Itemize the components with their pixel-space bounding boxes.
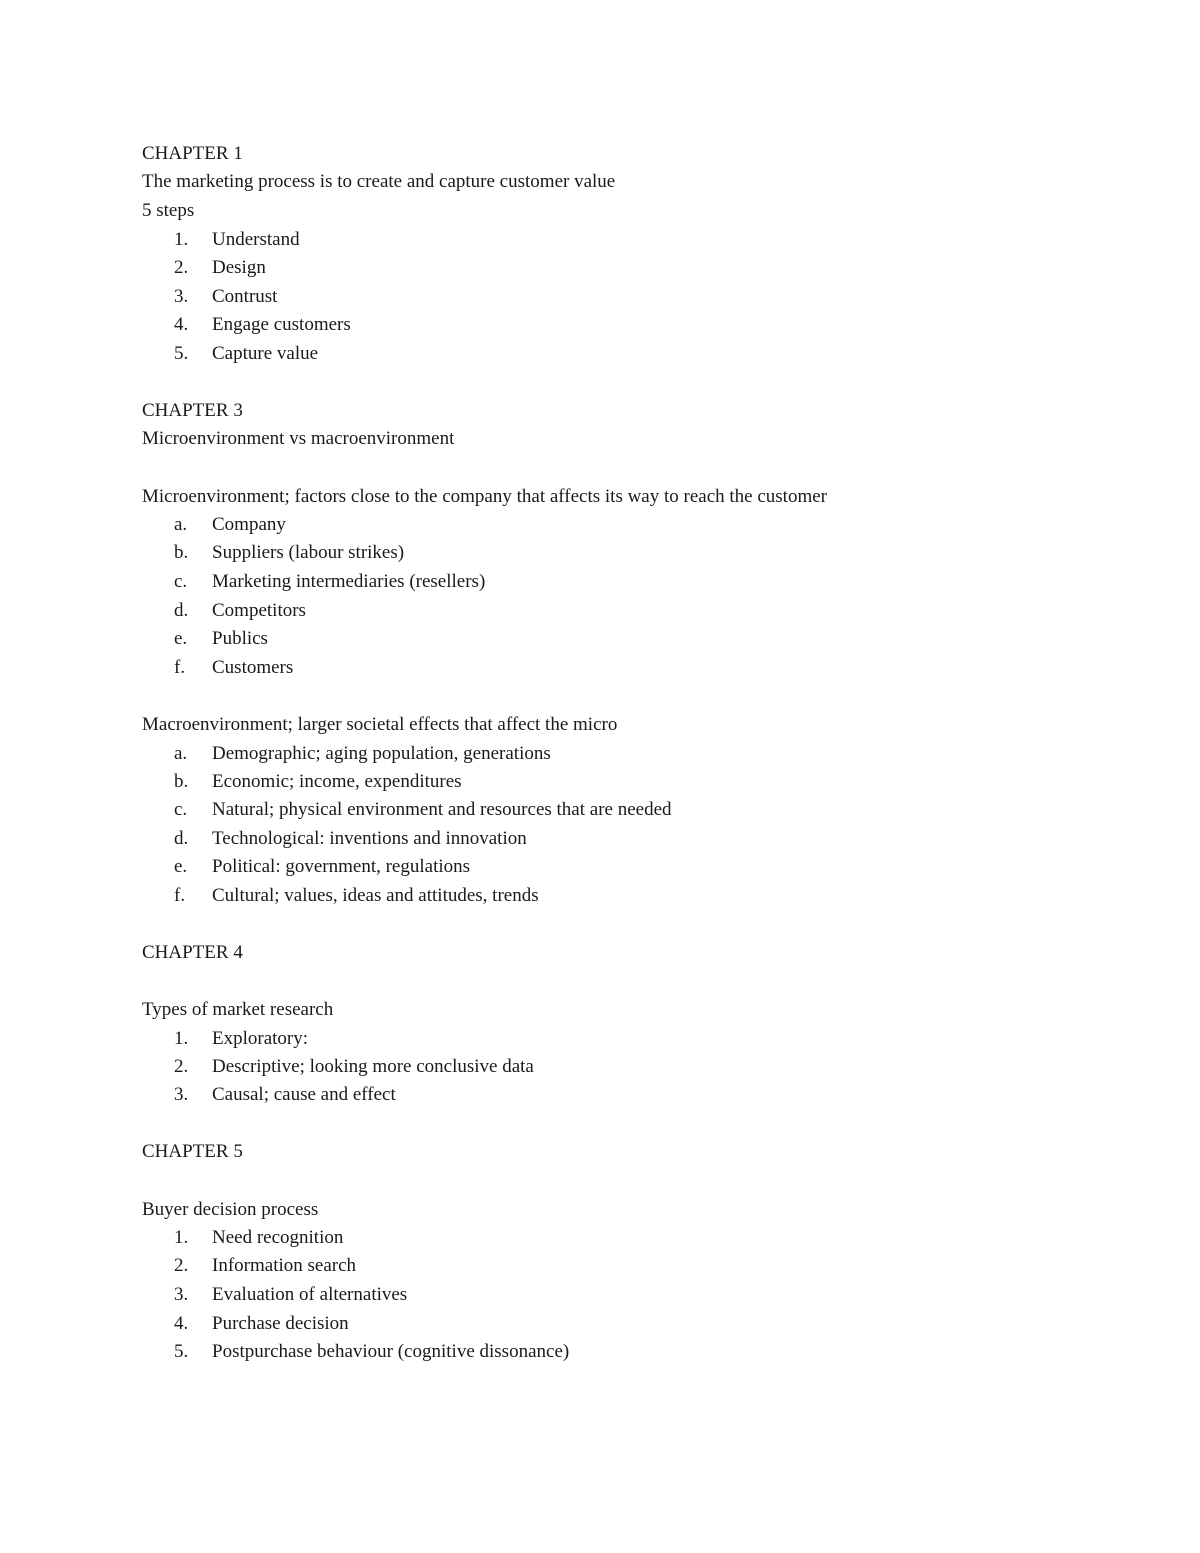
list-marker: a. [174, 514, 188, 535]
list-marker: 5. [174, 343, 189, 364]
list-item-text: Suppliers (labour strikes) [212, 542, 405, 563]
list-item [0, 1310, 900, 1338]
chapter-5-intro: Buyer decision process [142, 1199, 319, 1220]
list-item [0, 768, 900, 796]
microenvironment-title: Microenvironment; factors close to the company that affects its way to reach the customer [142, 486, 828, 507]
list-item-text: Design [212, 257, 266, 278]
list-item [0, 311, 900, 339]
list-marker: c. [174, 571, 188, 592]
list-marker: 2. [174, 1056, 189, 1077]
list-marker: 5. [174, 1341, 189, 1362]
list-item-text: Descriptive; looking more conclusive data [212, 1056, 534, 1077]
list-item-text: Postpurchase behaviour (cognitive dissonance) [212, 1341, 570, 1362]
list-item [0, 825, 900, 853]
list-item [0, 625, 900, 653]
list-item [0, 1053, 900, 1081]
list-item [0, 1252, 900, 1280]
list-marker: f. [174, 657, 186, 678]
chapter-5-heading: CHAPTER 5 [142, 1141, 243, 1162]
chapter-1-intro: The marketing process is to create and capture customer value [142, 171, 616, 192]
list-item [0, 340, 900, 368]
list-item-text: Competitors [212, 600, 306, 621]
chapter-4-intro: Types of market research [142, 999, 334, 1020]
list-item-text: Customers [212, 657, 294, 678]
list-item [0, 654, 900, 682]
list-item [0, 226, 900, 254]
list-marker: 4. [174, 1313, 189, 1334]
list-item [0, 882, 900, 910]
list-marker: 3. [174, 286, 189, 307]
chapter-3-heading: CHAPTER 3 [142, 400, 243, 421]
list-marker: d. [174, 828, 189, 849]
list-item-text: Engage customers [212, 314, 351, 335]
macroenvironment-title: Macroenvironment; larger societal effects that affect the micro [142, 714, 618, 735]
list-item-text: Economic; income, expenditures [212, 771, 462, 792]
list-marker: 2. [174, 257, 189, 278]
list-marker: 3. [174, 1084, 189, 1105]
chapter-3-intro: Microenvironment vs macroenvironment [142, 428, 455, 449]
list-item [0, 568, 900, 596]
list-marker: e. [174, 856, 188, 877]
list-item-text: Marketing intermediaries (resellers) [212, 571, 486, 592]
chapter-4-heading: CHAPTER 4 [142, 942, 243, 963]
list-marker: 1. [174, 1028, 189, 1049]
list-item [0, 1338, 900, 1366]
list-item [0, 740, 900, 768]
list-item-text: Capture value [212, 343, 319, 364]
list-item [0, 1224, 900, 1252]
list-item [0, 853, 900, 881]
list-item [0, 1081, 900, 1109]
list-marker: c. [174, 799, 188, 820]
list-marker: 1. [174, 1227, 189, 1248]
list-marker: d. [174, 600, 189, 621]
list-item-text: Need recognition [212, 1227, 344, 1248]
chapter-1-subheading: 5 steps [142, 200, 195, 221]
list-item [0, 1281, 900, 1309]
list-item [0, 796, 900, 824]
list-item-text: Technological: inventions and innovation [212, 828, 527, 849]
list-marker: f. [174, 885, 186, 906]
list-item [0, 254, 900, 282]
list-item-text: Demographic; aging population, generations [212, 743, 551, 764]
list-item [0, 511, 900, 539]
list-item [0, 1025, 900, 1053]
list-marker: 1. [174, 229, 189, 250]
list-item-text: Exploratory: [212, 1028, 309, 1049]
list-marker: b. [174, 771, 189, 792]
list-item-text: Cultural; values, ideas and attitudes, trends [212, 885, 539, 906]
list-item-text: Information search [212, 1255, 357, 1276]
chapter-1-heading: CHAPTER 1 [142, 143, 243, 164]
list-item-text: Purchase decision [212, 1313, 349, 1334]
list-marker: 4. [174, 314, 189, 335]
list-marker: 2. [174, 1255, 189, 1276]
list-item-text: Company [212, 514, 286, 535]
list-item-text: Evaluation of alternatives [212, 1284, 408, 1305]
list-item-text: Publics [212, 628, 268, 649]
list-item [0, 597, 900, 625]
list-item-text: Understand [212, 229, 300, 250]
list-marker: 3. [174, 1284, 189, 1305]
list-item-text: Contrust [212, 286, 278, 307]
list-item-text: Political: government, regulations [212, 856, 471, 877]
list-item-text: Causal; cause and effect [212, 1084, 396, 1105]
list-marker: b. [174, 542, 189, 563]
list-item [0, 539, 900, 567]
list-item-text: Natural; physical environment and resources that are needed [212, 799, 672, 820]
list-marker: a. [174, 743, 188, 764]
list-item [0, 283, 900, 311]
list-marker: e. [174, 628, 188, 649]
